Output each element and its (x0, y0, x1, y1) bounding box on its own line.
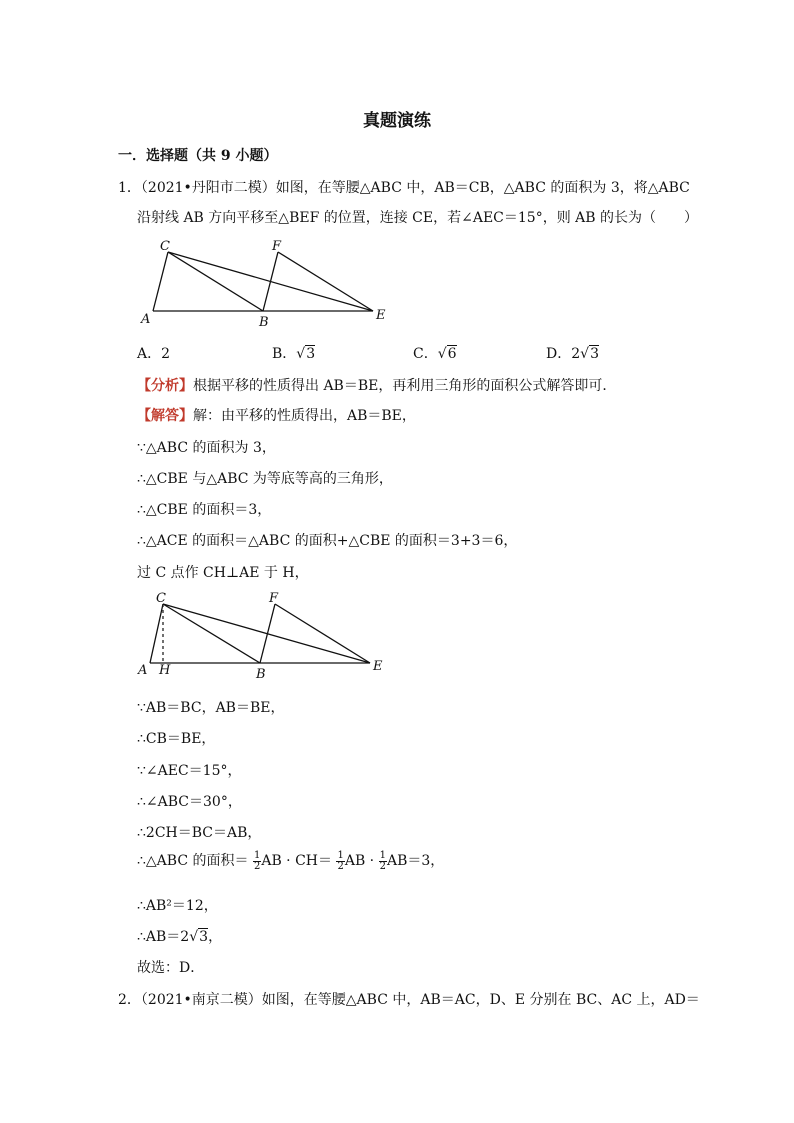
label-a: A (141, 312, 151, 327)
step2-2: ∴CB＝BE， (137, 731, 216, 747)
q1-figure-1 (130, 238, 400, 330)
label-e: E (376, 308, 386, 323)
option-c: C．√6 (413, 346, 457, 362)
line-ce (163, 604, 370, 663)
label-h: H (159, 663, 171, 678)
label-c: C (160, 239, 170, 254)
section-heading: 一．选择题（共 9 小题） (118, 148, 278, 164)
ab-squared: ∴AB²＝12， (137, 898, 218, 914)
step2-4: ∴∠ABC＝30°， (137, 794, 242, 810)
step2-5: ∴2CH＝BC＝AB， (137, 825, 262, 841)
line-bf (260, 604, 275, 663)
label-e: E (373, 659, 383, 674)
answer-tag: 【解答】 (137, 408, 193, 424)
analysis-tag: 【分析】 (137, 378, 193, 394)
analysis: 【分析】根据平移的性质得出 AB＝BE，再利用三角形的面积公式解答即可． (137, 378, 617, 394)
option-b: B．√3 (272, 346, 316, 362)
label-f: F (272, 239, 282, 254)
line-fe (278, 252, 373, 311)
answer: 【解答】解：由平移的性质得出，AB＝BE， (137, 408, 416, 424)
label-c: C (156, 591, 166, 606)
line-cb (168, 252, 263, 311)
q1-stem-line2: 沿射线 AB 方向平移至△BEF 的位置，连接 CE，若∠AEC＝15°，则 AB 的长为（ ） (137, 210, 699, 226)
ab-value: ∴AB＝2√3， (137, 929, 223, 945)
construct-line: 过 C 点作 CH⊥AE 于 H， (137, 565, 309, 581)
line-bf (263, 252, 278, 311)
choice: 故选：D． (137, 960, 205, 976)
q2-stem-line1: 2．（2021•南京二模）如图，在等腰△ABC 中，AB＝AC，D、E 分别在 BC、AC 上，AD＝ (118, 992, 700, 1008)
line-ac (153, 252, 168, 311)
step-1: ∵△ABC 的面积为 3， (137, 440, 276, 456)
label-a: A (138, 663, 148, 678)
step2-3: ∵∠AEC＝15°， (137, 763, 242, 779)
label-f: F (269, 591, 279, 606)
option-a: A．2 (137, 346, 171, 362)
step2-1: ∵AB＝BC，AB＝BE， (137, 700, 285, 716)
step-2: ∴△CBE 与△ABC 为等底等高的三角形， (137, 471, 393, 487)
step-3: ∴△CBE 的面积＝3， (137, 502, 272, 518)
page-title: 真题演练 (363, 111, 431, 131)
label-b: B (259, 315, 269, 330)
line-fe (275, 604, 370, 663)
line-cb (163, 604, 260, 663)
option-d: D．2√3 (546, 346, 599, 362)
q1-figure-2 (130, 588, 400, 680)
step-4: ∴△ACE 的面积＝△ABC 的面积+△CBE 的面积＝3+3＝6， (137, 533, 518, 549)
area-formula: ∴△ABC 的面积＝ $\frac{1}{2}$ AB · CH＝ $\frac{1}{2}$ AB · $\frac{1}{2}$ AB＝3， (137, 849, 445, 872)
q1-stem-line1: 1．（2021•丹阳市二模）如图，在等腰△ABC 中，AB＝CB，△ABC 的面积为 3，将△ABC (118, 180, 690, 196)
line-ac (150, 604, 163, 663)
label-b: B (256, 667, 266, 680)
